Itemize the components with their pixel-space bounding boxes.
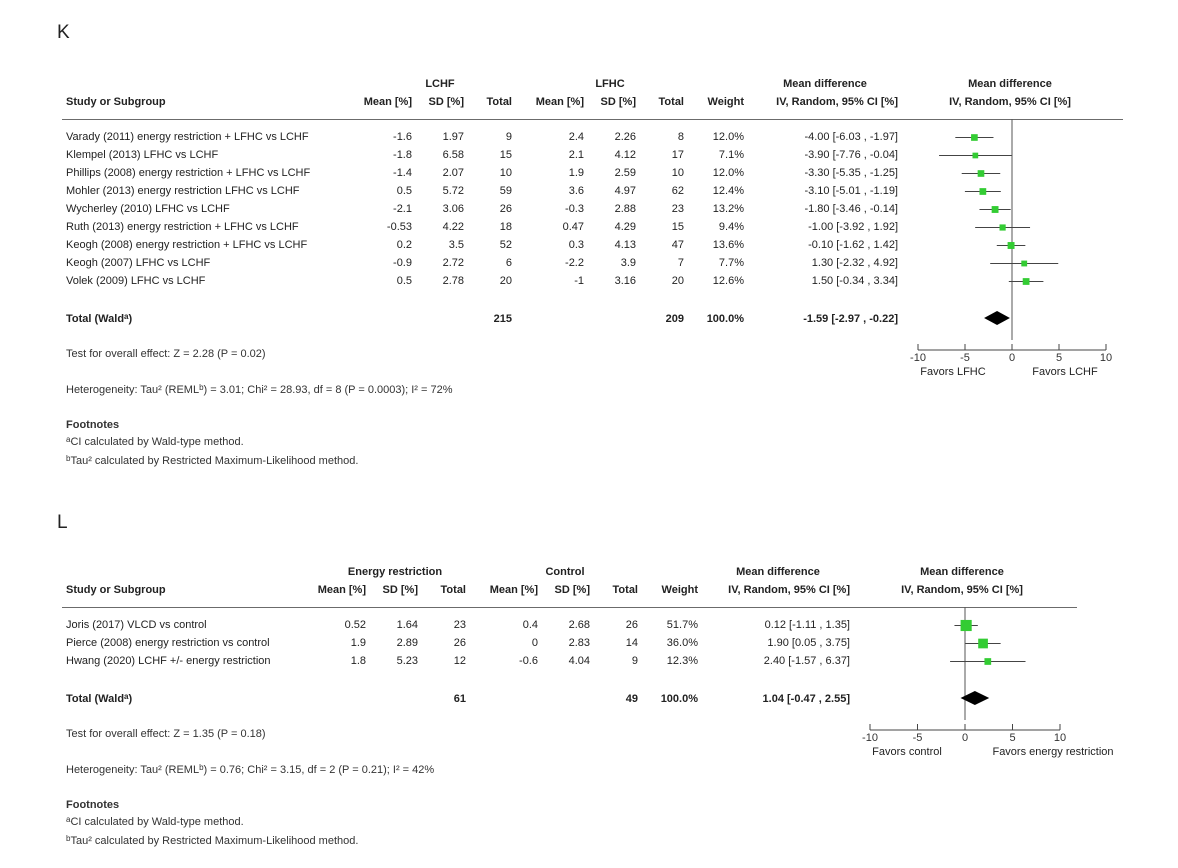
study-md-ci: -3.10 [-5.01 , -1.19] <box>804 185 898 197</box>
favors-left-label: Favors LFHC <box>920 366 986 378</box>
group2-total: 8 <box>677 131 684 143</box>
md-ci-column-header: IV, Random, 95% CI [%] <box>776 96 898 108</box>
study-point-marker <box>978 170 985 177</box>
study-name: Hwang (2020) LCHF +/- energy restriction <box>66 655 271 667</box>
group1-mean: -2.1 <box>393 203 412 215</box>
group2-mean: 2.4 <box>568 131 584 143</box>
group1-mean: -1.4 <box>393 167 412 179</box>
group2-header: Control <box>545 566 585 578</box>
x-axis-tick-label: 10 <box>1099 352 1113 364</box>
total2-column-header: Total <box>658 96 684 108</box>
footnote-a: $^a$CI calculated by Wald-type method. <box>66 435 244 448</box>
study-name: Volek (2009) LFHC vs LCHF <box>66 275 206 287</box>
total2-value: 49 <box>625 693 638 705</box>
group2-sd: 2.26 <box>614 131 636 143</box>
group2-sd: 4.13 <box>614 239 636 251</box>
group1-sd: 1.97 <box>442 131 464 143</box>
heterogeneity: Heterogeneity: Tau² $(REML^b) = 0.76$; Chi² = 3.15, df = 2 (P = 0.21); I² = 42% <box>66 763 435 776</box>
group1-mean: 0.52 <box>344 619 366 631</box>
group1-mean: 1.9 <box>350 637 366 649</box>
group2-total: 9 <box>631 655 638 667</box>
forest-plot-l <box>0 500 1178 868</box>
x-axis-tick-label: -10 <box>862 732 878 744</box>
study-md-ci: -1.00 [-3.92 , 1.92] <box>808 221 898 233</box>
footnotes-title: Footnotes <box>66 419 120 431</box>
study-point-marker <box>971 134 978 141</box>
sd2-column-header: SD [%] <box>600 96 636 108</box>
group2-sd: 2.59 <box>614 167 636 179</box>
group1-header: Energy restriction <box>347 566 443 578</box>
group1-sd: 5.72 <box>442 185 464 197</box>
group2-header: LFHC <box>595 78 625 90</box>
group1-total: 6 <box>505 257 512 269</box>
group2-mean: 0 <box>531 637 538 649</box>
study-md-ci: -3.30 [-5.35 , -1.25] <box>804 167 898 179</box>
group1-mean: -0.53 <box>386 221 412 233</box>
group1-total: 20 <box>499 275 512 287</box>
forest-plot-panel-l <box>0 500 1178 868</box>
total-ci: 1.04 [-0.47 , 2.55] <box>762 693 850 705</box>
group2-mean: 0.47 <box>562 221 584 233</box>
study-md-ci: -3.90 [-7.76 , -0.04] <box>804 149 898 161</box>
group2-sd: 4.29 <box>614 221 636 233</box>
sd2-column-header: SD [%] <box>554 584 590 596</box>
group1-sd: 2.78 <box>442 275 464 287</box>
study-md-ci: 0.12 [-1.11 , 1.35] <box>764 619 850 631</box>
study-column-header: Study or Subgroup <box>66 96 166 108</box>
footnote-b: $^b$Tau² calculated by Restricted Maximum-Likelihood method. <box>66 834 359 847</box>
study-point-marker <box>1021 261 1027 267</box>
group1-sd: 2.72 <box>442 257 464 269</box>
study-weight: 12.0% <box>712 167 744 179</box>
group2-total: 62 <box>671 185 684 197</box>
group1-sd: 5.23 <box>396 655 418 667</box>
group2-sd: 4.12 <box>614 149 636 161</box>
footnotes-title: Footnotes <box>66 799 120 811</box>
group2-total: 47 <box>671 239 684 251</box>
group2-total: 7 <box>677 257 684 269</box>
study-md-ci: -4.00 [-6.03 , -1.97] <box>804 131 898 143</box>
x-axis-tick-label: 0 <box>961 732 969 744</box>
mean1-column-header: Mean [%] <box>317 584 366 596</box>
study-md-ci: -0.10 [-1.62 , 1.42] <box>808 239 898 251</box>
group2-sd: 3.9 <box>620 257 636 269</box>
group1-sd: 1.64 <box>396 619 418 631</box>
total1-column-header: Total <box>486 96 512 108</box>
group2-sd: 2.68 <box>568 619 590 631</box>
study-point-marker <box>1008 242 1015 249</box>
study-name: Joris (2017) VLCD vs control <box>66 619 207 631</box>
total-weight: 100.0% <box>660 693 698 705</box>
md-column-header: Mean difference <box>736 566 820 578</box>
plot-column-header: Mean difference <box>920 566 1004 578</box>
group1-mean: -1.8 <box>393 149 412 161</box>
group2-mean: 1.9 <box>568 167 584 179</box>
study-name: Wycherley (2010) LFHC vs LCHF <box>66 203 230 215</box>
group2-mean: 0.3 <box>568 239 584 251</box>
group1-total: 23 <box>453 619 466 631</box>
x-axis-tick-label: -5 <box>912 732 923 744</box>
group1-total: 10 <box>499 167 512 179</box>
group2-total: 10 <box>671 167 684 179</box>
x-axis-tick-label: 5 <box>1055 352 1063 364</box>
plot-ci-column-header: IV, Random, 95% CI [%] <box>949 96 1071 108</box>
group1-sd: 3.5 <box>448 239 464 251</box>
total-label: Total (Wald$^a$) <box>66 692 133 705</box>
group1-total: 15 <box>499 149 512 161</box>
favors-right-label: Favors energy restriction <box>992 746 1114 758</box>
group1-mean: 0.2 <box>396 239 412 251</box>
x-axis-tick-label: 0 <box>1008 352 1016 364</box>
group2-total: 26 <box>625 619 638 631</box>
group2-sd: 4.04 <box>568 655 590 667</box>
group1-sd: 6.58 <box>442 149 464 161</box>
study-md-ci: 1.90 [0.05 , 3.75] <box>767 637 850 649</box>
group1-total: 52 <box>499 239 512 251</box>
group1-total: 59 <box>499 185 512 197</box>
study-name: Keogh (2007) LFHC vs LCHF <box>66 257 211 269</box>
total1-value: 61 <box>453 693 466 705</box>
group1-mean: 0.5 <box>396 185 412 197</box>
group2-sd: 2.83 <box>568 637 590 649</box>
group2-total: 14 <box>625 637 638 649</box>
group2-mean: -1 <box>574 275 584 287</box>
study-point-marker <box>979 188 986 195</box>
mean2-column-header: Mean [%] <box>489 584 538 596</box>
total2-column-header: Total <box>612 584 638 596</box>
overall-effect: Test for overall effect: Z = 2.28 (P = 0.02) <box>66 348 266 360</box>
study-weight: 7.7% <box>718 257 744 269</box>
study-md-ci: 1.50 [-0.34 , 3.34] <box>811 275 898 287</box>
group2-mean: -0.3 <box>565 203 584 215</box>
group1-mean: 1.8 <box>350 655 366 667</box>
study-weight: 12.0% <box>712 131 744 143</box>
study-weight: 12.4% <box>712 185 744 197</box>
group2-sd: 2.88 <box>614 203 636 215</box>
study-name: Klempel (2013) LFHC vs LCHF <box>66 149 219 161</box>
mean2-column-header: Mean [%] <box>535 96 584 108</box>
x-axis-tick-label: 10 <box>1053 732 1067 744</box>
study-point-marker <box>978 639 988 649</box>
mean1-column-header: Mean [%] <box>363 96 412 108</box>
total1-value: 215 <box>493 313 512 325</box>
study-md-ci: 1.30 [-2.32 , 4.92] <box>811 257 898 269</box>
total2-value: 209 <box>665 313 684 325</box>
group2-sd: 3.16 <box>614 275 636 287</box>
total-ci: -1.59 [-2.97 , -0.22] <box>803 313 898 325</box>
study-weight: 12.3% <box>666 655 698 667</box>
study-md-ci: 2.40 [-1.57 , 6.37] <box>763 655 850 667</box>
overall-effect: Test for overall effect: Z = 1.35 (P = 0.18) <box>66 728 266 740</box>
study-name: Phillips (2008) energy restriction + LFHC vs LCHF <box>66 167 311 179</box>
sd1-column-header: SD [%] <box>382 584 418 596</box>
study-point-marker <box>984 658 991 665</box>
group1-mean: 0.5 <box>396 275 412 287</box>
group1-sd: 4.22 <box>442 221 464 233</box>
footnote-a: $^a$CI calculated by Wald-type method. <box>66 815 244 828</box>
x-axis-tick-label: -10 <box>910 352 926 364</box>
group1-total: 9 <box>505 131 512 143</box>
study-point-marker <box>992 206 999 213</box>
pooled-estimate-diamond <box>984 311 1010 325</box>
group2-total: 20 <box>671 275 684 287</box>
weight-column-header: Weight <box>707 96 744 108</box>
study-weight: 36.0% <box>666 637 698 649</box>
sd1-column-header: SD [%] <box>428 96 464 108</box>
group2-mean: -0.6 <box>519 655 538 667</box>
group1-sd: 2.89 <box>396 637 418 649</box>
total-weight: 100.0% <box>706 313 744 325</box>
group2-mean: 3.6 <box>568 185 584 197</box>
group2-mean: -2.2 <box>565 257 584 269</box>
study-weight: 13.2% <box>712 203 744 215</box>
group1-mean: -1.6 <box>393 131 412 143</box>
study-column-header: Study or Subgroup <box>66 584 166 596</box>
favors-left-label: Favors control <box>872 746 942 758</box>
footnote-b: $^b$Tau² calculated by Restricted Maximum-Likelihood method. <box>66 454 359 467</box>
group1-header: LCHF <box>425 78 455 90</box>
total1-column-header: Total <box>440 584 466 596</box>
study-name: Keogh (2008) energy restriction + LFHC vs LCHF <box>66 239 308 251</box>
x-axis-tick-label: 5 <box>1009 732 1016 744</box>
study-name: Pierce (2008) energy restriction vs control <box>66 637 270 649</box>
plot-ci-column-header: IV, Random, 95% CI [%] <box>901 584 1023 596</box>
md-column-header: Mean difference <box>783 78 867 90</box>
group1-mean: -0.9 <box>393 257 412 269</box>
panel-label: K <box>57 22 70 43</box>
md-ci-column-header: IV, Random, 95% CI [%] <box>728 584 850 596</box>
group1-total: 12 <box>453 655 466 667</box>
group2-total: 17 <box>671 149 684 161</box>
study-weight: 12.6% <box>712 275 744 287</box>
group2-mean: 0.4 <box>522 619 538 631</box>
group1-sd: 3.06 <box>442 203 464 215</box>
group2-sd: 4.97 <box>614 185 636 197</box>
study-weight: 7.1% <box>718 149 744 161</box>
study-name: Varady (2011) energy restriction + LFHC vs LCHF <box>66 131 309 143</box>
study-point-marker <box>961 620 972 631</box>
heterogeneity: Heterogeneity: Tau² $(REML^b) = 3.01$; Chi² = 28.93, df = 8 (P = 0.0003); I² = 72% <box>66 383 453 396</box>
study-name: Mohler (2013) energy restriction LFHC vs LCHF <box>66 185 300 197</box>
study-point-marker <box>972 153 978 159</box>
group2-total: 23 <box>671 203 684 215</box>
study-point-marker <box>1023 278 1030 285</box>
panel-label: L <box>57 512 68 533</box>
favors-right-label: Favors LCHF <box>1032 366 1098 378</box>
x-axis-tick-label: -5 <box>960 352 970 364</box>
group2-mean: 2.1 <box>568 149 584 161</box>
group1-total: 26 <box>453 637 466 649</box>
study-weight: 9.4% <box>718 221 744 233</box>
study-weight: 51.7% <box>666 619 698 631</box>
study-md-ci: -1.80 [-3.46 , -0.14] <box>804 203 898 215</box>
group1-total: 18 <box>499 221 512 233</box>
study-point-marker <box>1000 224 1006 230</box>
group2-total: 15 <box>671 221 684 233</box>
group1-sd: 2.07 <box>442 167 464 179</box>
study-name: Ruth (2013) energy restriction + LFHC vs LCHF <box>66 221 299 233</box>
weight-column-header: Weight <box>661 584 698 596</box>
group1-total: 26 <box>499 203 512 215</box>
total-label: Total (Wald$^a$) <box>66 312 133 325</box>
study-weight: 13.6% <box>712 239 744 251</box>
plot-column-header: Mean difference <box>968 78 1052 90</box>
